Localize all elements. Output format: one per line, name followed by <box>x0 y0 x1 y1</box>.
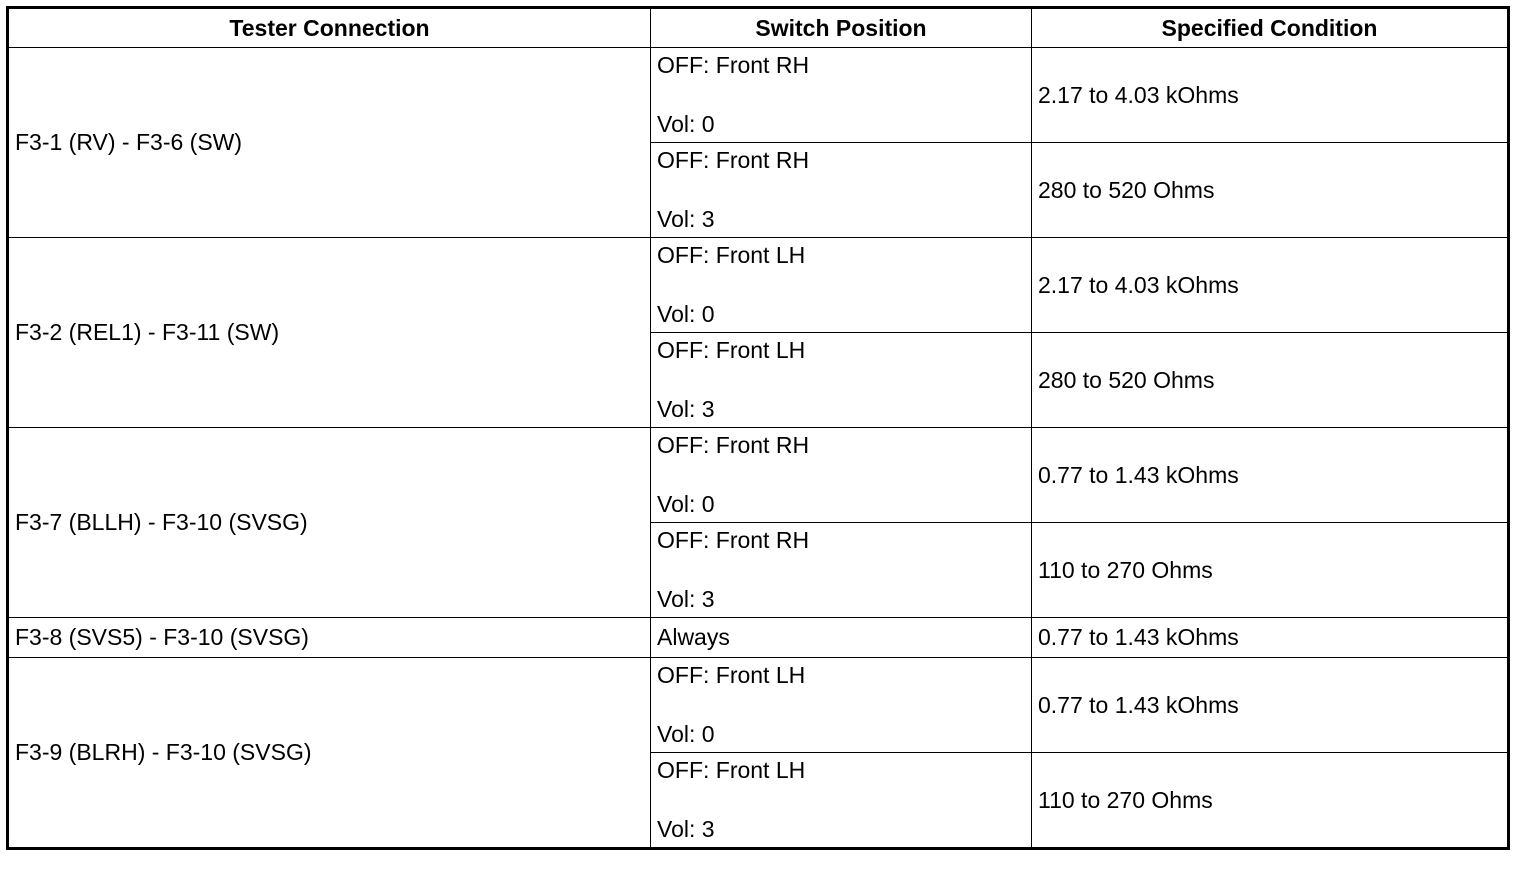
spec-table <box>6 6 1510 850</box>
switch-position-cell <box>651 238 1032 333</box>
specified-condition-cell: 0.77 to 1.43 kOhms <box>1032 428 1509 523</box>
table-row <box>8 428 1509 523</box>
tester-connection-cell: F3-8 (SVS5) - F3-10 (SVSG) <box>8 618 651 658</box>
switch-position-line: Vol: 0 <box>657 721 715 747</box>
switch-position-cell <box>651 658 1032 753</box>
switch-position-line: Vol: 0 <box>657 491 715 517</box>
header-switch-position: Switch Position <box>651 8 1032 48</box>
switch-position-line: Vol: 0 <box>657 301 715 327</box>
switch-position-cell <box>651 143 1032 238</box>
tester-connection-cell: F3-9 (BLRH) - F3-10 (SVSG) <box>8 658 651 849</box>
switch-position-cell <box>651 333 1032 428</box>
header-tester-connection: Tester Connection <box>8 8 651 48</box>
specified-condition-cell: 2.17 to 4.03 kOhms <box>1032 48 1509 143</box>
switch-position-line: OFF: Front LH <box>657 337 806 363</box>
switch-position-line: OFF: Front LH <box>657 662 806 688</box>
switch-position-line: OFF: Front LH <box>657 242 806 268</box>
switch-position-cell <box>651 48 1032 143</box>
header-row <box>8 8 1509 48</box>
switch-position-line: Vol: 3 <box>657 206 715 232</box>
switch-position-cell <box>651 428 1032 523</box>
switch-position-line: OFF: Front RH <box>657 52 810 78</box>
specified-condition-cell: 0.77 to 1.43 kOhms <box>1032 658 1509 753</box>
specified-condition-cell: 280 to 520 Ohms <box>1032 143 1509 238</box>
table-row <box>8 618 1509 658</box>
specified-condition-cell: 0.77 to 1.43 kOhms <box>1032 618 1509 658</box>
switch-position-line: Vol: 3 <box>657 586 715 612</box>
switch-position-line: OFF: Front RH <box>657 527 810 553</box>
table-row <box>8 238 1509 333</box>
tester-connection-cell: F3-1 (RV) - F3-6 (SW) <box>8 48 651 238</box>
switch-position-line: OFF: Front RH <box>657 432 810 458</box>
specified-condition-cell: 110 to 270 Ohms <box>1032 523 1509 618</box>
tester-connection-cell: F3-7 (BLLH) - F3-10 (SVSG) <box>8 428 651 618</box>
header-specified-condition: Specified Condition <box>1032 8 1509 48</box>
table-row <box>8 658 1509 753</box>
specified-condition-cell: 2.17 to 4.03 kOhms <box>1032 238 1509 333</box>
switch-position-line: Vol: 3 <box>657 396 715 422</box>
switch-position-line: OFF: Front RH <box>657 147 810 173</box>
tester-connection-cell: F3-2 (REL1) - F3-11 (SW) <box>8 238 651 428</box>
switch-position-line: Vol: 0 <box>657 111 715 137</box>
table-row <box>8 48 1509 143</box>
switch-position-line: Vol: 3 <box>657 816 715 842</box>
switch-position-cell <box>651 523 1032 618</box>
switch-position-line: OFF: Front LH <box>657 757 806 783</box>
switch-position-cell <box>651 753 1032 849</box>
specified-condition-cell: 280 to 520 Ohms <box>1032 333 1509 428</box>
specified-condition-cell: 110 to 270 Ohms <box>1032 753 1509 849</box>
switch-position-cell: Always <box>651 618 1032 658</box>
